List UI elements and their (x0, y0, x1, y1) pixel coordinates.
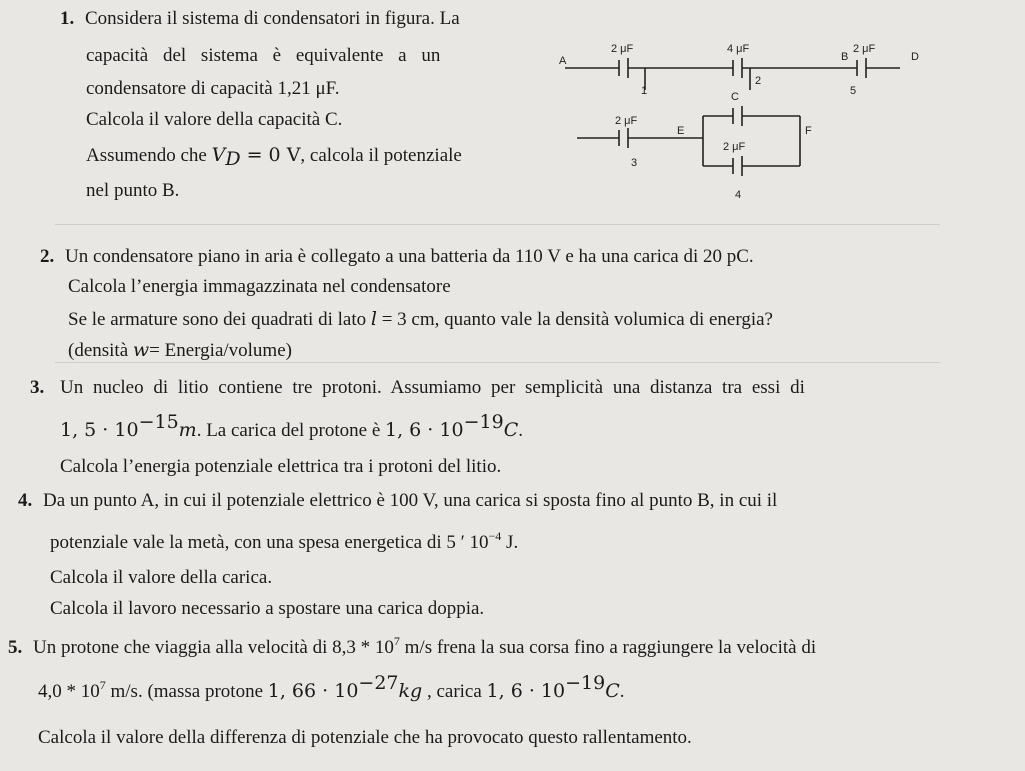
q2-line-2: Calcola l’energia immagazzinata nel condensatore (68, 276, 451, 297)
q5-line-2: $4,0 * 10^7$ m/s. (massa protone 1, $66 \cdot 10^{-27}kg$ , carica 1, $6 \cdot 10^{-19}C$. (38, 672, 625, 702)
q1-line-6: nel punto B. (86, 180, 180, 201)
q4-line-4: Calcola il lavoro necessario a spostare una carica doppia. (50, 598, 485, 619)
q3-line-2: 1, $5 \cdot 10^{-15}m$. La carica del protone è 1, $6 \cdot 10^{-19}C$. (60, 411, 523, 441)
q3-line-1: 3. Un nucleo di litio contiene tre protoni. Assumiamo per semplicità una distanza tra essi di (30, 377, 805, 398)
node-label-4: 4 (735, 189, 742, 201)
q4-line-3: Calcola il valore della carica. (50, 567, 273, 588)
cap-label-top-2: 4 μF (727, 43, 750, 55)
node-label-d: D (911, 51, 919, 63)
q1-line-1: 1. Considera il sistema di condensatori in figura. La (60, 8, 460, 29)
q5-line-1: 5. Un protone che viaggia alla velocità di $8,3 * 10^7$ m/s frena la sua corsa fino a raggiungere la velocità di (8, 634, 817, 658)
cap-label-top-3: 2 μF (853, 43, 876, 55)
node-label-b: B (841, 51, 849, 63)
q3-line-3: Calcola l’energia potenziale elettrica tra i protoni del litio. (60, 456, 502, 477)
cap-label-right: 2 μF (723, 141, 746, 153)
q1-line-3: condensatore di capacità 1,21 μF. (86, 78, 340, 99)
q2-line-3: Se le armature sono dei quadrati di lato l = 3 cm, quanto vale la densità volumica di energia? (68, 308, 773, 330)
q4-line-1: 4. Da un punto A, in cui il potenziale elettrico è 100 V, una carica si sposta fino al punto B, in cui il (18, 490, 778, 511)
capacitor-circuit-diagram (555, 38, 935, 208)
q4-line-2: potenziale vale la metà, con una spesa energetica di 5 ′ $10^{-4}$ J. (50, 529, 519, 553)
row-divider (55, 224, 940, 225)
node-label-2: 2 (755, 75, 762, 87)
row-divider (55, 362, 940, 363)
cap-label-top-1: 2 μF (611, 43, 634, 55)
node-label-f: F (805, 125, 812, 137)
node-label-e: E (677, 125, 685, 137)
q2-line-4: (densità w= Energia/volume) (68, 339, 292, 361)
node-label-5: 5 (850, 85, 857, 97)
q1-line-4: Calcola il valore della capacità C. (86, 109, 343, 130)
cap-label-mid: 2 μF (615, 115, 638, 127)
q1-line-2: capacità del sistema è equivalente a un (86, 45, 441, 66)
node-label-3: 3 (631, 157, 638, 169)
q5-line-3: Calcola il valore della differenza di potenziale che ha provocato questo rallentamento. (38, 727, 692, 748)
node-label-1: 1 (641, 85, 648, 97)
cap-label-c: C (731, 91, 739, 103)
node-label-a: A (559, 55, 567, 67)
q1-line-5: Assumendo che $V_D = 0$ V, calcola il potenziale (86, 144, 462, 170)
q2-line-1: 2. Un condensatore piano in aria è collegato a una batteria da 110 V e ha una carica di 20 pC. (40, 246, 754, 267)
